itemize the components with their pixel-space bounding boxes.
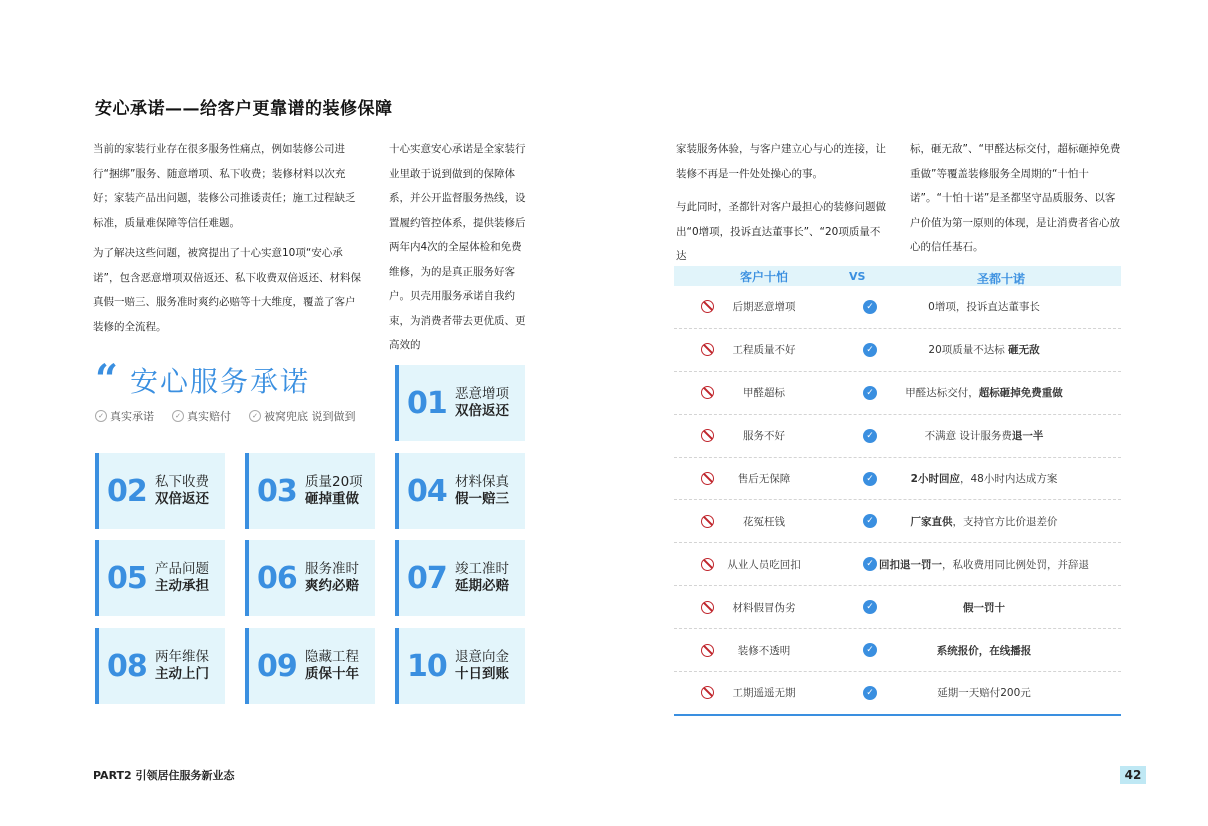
card-number: 02	[107, 473, 147, 509]
card-line-1: 隐藏工程	[305, 649, 359, 665]
promise-bold-lead: 回扣退一罚一	[879, 558, 942, 571]
promise-card-07	[395, 540, 525, 616]
tag: ✓ 真实赔付	[172, 408, 231, 424]
body-column-3-paragraph-2: 与此同时，圣都针对客户最担心的装修问题做出“0增项，投诉直达董事长”、“20项质量不达	[676, 201, 886, 262]
table-row	[674, 372, 1121, 415]
promise-card-08	[95, 628, 225, 704]
promise-normal: 20项质量不达标	[928, 344, 1009, 357]
page-number: 42	[1120, 766, 1146, 784]
comparison-table	[674, 266, 1121, 716]
table-header	[674, 266, 1121, 286]
card-line-1: 退意向金	[455, 649, 509, 665]
table-row	[674, 500, 1121, 543]
intro-paragraph-2: 为了解决这些问题，被窝提出了十心实意10项“安心承诺”，包含恶意增项双倍返还、私下收费双倍返还、材料保真假一赔三、服务准时爽约必赔等十大维度，覆盖了客户装修的全流程。	[93, 247, 361, 333]
card-line-2: 假一赔三	[455, 491, 509, 507]
card-line-1: 质量20项	[305, 474, 363, 490]
card-line-1: 两年维保	[155, 649, 209, 665]
section-footer: PART2 引领居住服务新业态	[93, 769, 235, 782]
promise-text	[854, 428, 1114, 443]
fear-text: 服务不好	[743, 430, 785, 443]
fear-text: 花冤枉钱	[743, 515, 785, 528]
tag: ✓ 被窝兜底 说到做到	[249, 408, 356, 424]
check-icon: ✓	[863, 300, 877, 314]
card-line-1: 恶意增项	[455, 386, 509, 402]
card-number: 08	[107, 648, 147, 684]
intro-paragraph-1: 当前的家装行业存在很多服务性痛点，例如装修公司进行“捆绑”服务、随意增项、私下收费；装修材料以次充好；家装产品出问题，装修公司推诿责任；施工过程缺乏标准，质量难保障等信任难题。	[93, 143, 356, 229]
card-number: 06	[257, 560, 297, 596]
card-number: 09	[257, 648, 297, 684]
fear-text: 材料假冒伪劣	[732, 601, 796, 614]
promise-text	[854, 643, 1114, 658]
card-line-2: 砸掉重做	[305, 491, 359, 507]
promise-bold: 砸无敌	[1008, 344, 1040, 357]
promise-bold: 退一半	[1011, 430, 1044, 443]
promise-text	[854, 471, 1114, 486]
promise-bold: 系统报价，在线播报	[936, 644, 1032, 657]
card-number: 10	[407, 648, 447, 684]
promise-bold: 超标砸掉免费重做	[978, 387, 1063, 400]
fear-text: 工期遥遥无期	[732, 687, 796, 700]
brand-tags	[95, 408, 356, 424]
card-line-1: 竣工准时	[455, 561, 509, 577]
page-title: 安心承诺——给客户更靠谱的装修保障	[95, 99, 393, 119]
table-row	[674, 629, 1121, 672]
promise-normal: 0增项，投诉直达董事长	[928, 301, 1040, 314]
table-row	[674, 672, 1121, 716]
promise-text	[854, 385, 1114, 400]
promise-card-01	[395, 365, 525, 441]
check-icon: ✓	[863, 472, 877, 486]
promise-card-05	[95, 540, 225, 616]
body-column-3-paragraph-1: 家装服务体验，与客户建立心与心的连接，让装修不再是一件处处操心的事。	[676, 143, 886, 180]
promise-normal: ，支持官方比价退差价	[952, 515, 1058, 528]
card-line-2: 十日到账	[455, 666, 509, 682]
card-line-1: 产品问题	[155, 561, 209, 577]
card-line-2: 爽约必赔	[305, 578, 359, 594]
header-promises: 圣都十诺	[976, 272, 1025, 286]
card-line-2: 延期必赔	[455, 578, 509, 594]
table-row	[674, 458, 1121, 501]
fear-text: 装修不透明	[737, 644, 791, 657]
table-body	[674, 286, 1121, 716]
brand-heading	[95, 362, 310, 398]
promise-card-03	[245, 453, 375, 529]
fear-text: 工程质量不好	[732, 344, 796, 357]
card-line-1: 材料保真	[455, 474, 509, 490]
fear-text: 甲醛超标	[743, 387, 785, 400]
promise-text	[854, 600, 1114, 615]
fear-text: 后期恶意增项	[732, 301, 796, 314]
check-icon: ✓	[863, 686, 877, 700]
promise-normal: 延期一天赔付200元	[937, 687, 1031, 700]
promise-normal: ，48小时内达成方案	[959, 473, 1058, 485]
card-number: 05	[107, 560, 147, 596]
fear-text: 售后无保障	[737, 473, 791, 485]
header-fears: 客户十怕	[739, 269, 788, 284]
check-circle-icon: ✓	[249, 410, 261, 422]
promise-normal: 甲醛达标交付，	[905, 387, 979, 400]
check-icon: ✓	[863, 429, 877, 443]
body-column-2: 十心实意安心承诺是全家装行业里敢于说到做到的保障体系，并公开监督服务热线，设置履约管控体系，提供装修后两年内4次的全屋体检和免费维修，为的是真正服务好客户。贝壳用服务承诺自我约束，为消费者带去更优质、更高效的	[389, 143, 526, 351]
header-vs: VS	[849, 270, 866, 283]
check-circle-icon: ✓	[95, 410, 107, 422]
card-line-2: 双倍返还	[155, 491, 209, 507]
promise-text	[854, 299, 1114, 314]
table-row	[674, 286, 1121, 329]
promise-card-06	[245, 540, 375, 616]
card-number: 03	[257, 473, 297, 509]
promise-text	[854, 557, 1114, 572]
card-line-1: 服务准时	[305, 561, 359, 577]
check-icon: ✓	[863, 600, 877, 614]
promise-text	[854, 685, 1114, 700]
check-icon: ✓	[863, 343, 877, 357]
card-line-2: 双倍返还	[455, 403, 509, 419]
promise-bold-lead: 2小时回应	[910, 473, 960, 485]
promise-text	[854, 514, 1114, 529]
promise-bold: 假一罚十	[963, 601, 1005, 614]
quote-mark-icon: “	[95, 362, 119, 398]
table-row	[674, 586, 1121, 629]
promise-normal: ，私收费用同比例处罚，并辞退	[942, 558, 1089, 571]
tag: ✓ 真实承诺	[95, 408, 154, 424]
promise-bold-lead: 厂家直供	[910, 515, 953, 528]
table-row	[674, 543, 1121, 586]
card-line-2: 质保十年	[305, 666, 359, 682]
card-number: 01	[407, 385, 447, 421]
check-icon: ✓	[863, 514, 877, 528]
card-number: 04	[407, 473, 447, 509]
promise-card-10	[395, 628, 525, 704]
promise-card-04	[395, 453, 525, 529]
promise-card-02	[95, 453, 225, 529]
promise-card-09	[245, 628, 375, 704]
card-line-2: 主动上门	[155, 666, 209, 682]
fear-text: 从业人员吃回扣	[727, 558, 801, 571]
promise-normal: 不满意 设计服务费	[924, 430, 1012, 443]
card-line-2: 主动承担	[155, 578, 209, 594]
body-column-4: 标，砸无敌”、“甲醛达标交付，超标砸掉免费重做”等覆盖装修服务全周期的“十怕十诺”。“十怕十诺”是圣都坚守品质服务、以客户价值为第一原则的体现，是让消费者省心放心的信任基石。	[910, 143, 1121, 253]
check-icon: ✓	[863, 386, 877, 400]
table-row	[674, 415, 1121, 458]
promise-text	[854, 342, 1114, 357]
table-row	[674, 329, 1121, 372]
check-circle-icon: ✓	[172, 410, 184, 422]
check-icon: ✓	[863, 557, 877, 571]
check-icon: ✓	[863, 643, 877, 657]
card-number: 07	[407, 560, 447, 596]
brand-title: 安心服务承诺	[130, 365, 311, 398]
card-line-1: 私下收费	[155, 474, 209, 490]
